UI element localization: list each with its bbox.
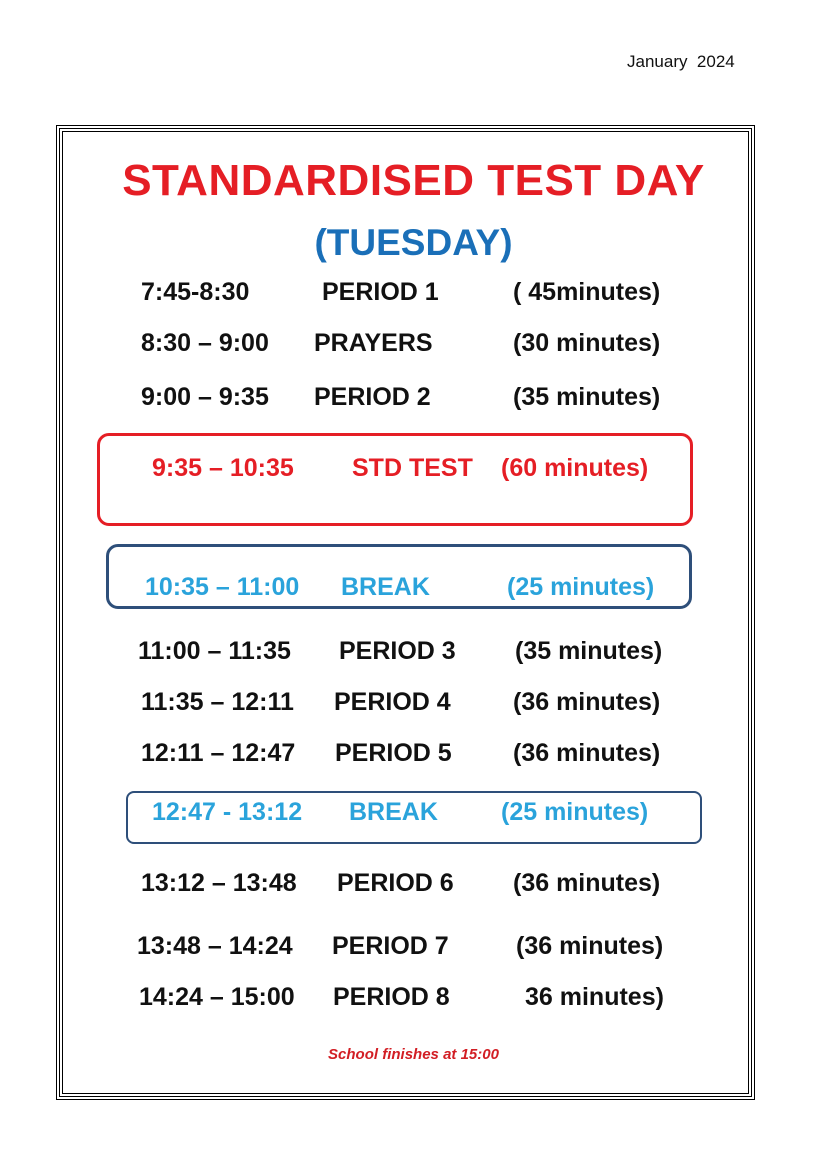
- schedule-duration: (30 minutes): [513, 329, 661, 357]
- schedule-label: PERIOD 5: [335, 739, 452, 767]
- break-time: 10:35 – 11:00: [145, 573, 300, 601]
- schedule-label: PERIOD 2: [314, 383, 431, 411]
- schedule-time: 14:24 – 15:00: [139, 983, 295, 1011]
- schedule-time: 12:11 – 12:47: [141, 739, 296, 767]
- schedule-label: PERIOD 6: [337, 869, 454, 897]
- schedule-label: PERIOD 8: [333, 983, 450, 1011]
- schedule-label: PERIOD 1: [322, 278, 439, 306]
- break-label: BREAK: [341, 573, 430, 601]
- schedule-duration: (35 minutes): [513, 383, 661, 411]
- break-label: BREAK: [349, 798, 438, 826]
- test-label: STD TEST: [352, 454, 473, 482]
- schedule-duration: (36 minutes): [516, 932, 664, 960]
- schedule-duration: (36 minutes): [513, 869, 661, 897]
- schedule-time: 11:35 – 12:11: [141, 688, 294, 716]
- schedule-time: 13:48 – 14:24: [137, 932, 293, 960]
- schedule-duration: 36 minutes): [525, 983, 664, 1011]
- test-duration: (60 minutes): [501, 454, 649, 482]
- schedule-duration: (36 minutes): [513, 688, 661, 716]
- schedule-time: 13:12 – 13:48: [141, 869, 297, 897]
- schedule-duration: (35 minutes): [515, 637, 663, 665]
- schedule-label: PERIOD 4: [334, 688, 451, 716]
- schedule-label: PERIOD 7: [332, 932, 449, 960]
- schedule-time: 8:30 – 9:00: [141, 329, 269, 357]
- footer-note: School finishes at 15:00: [328, 1046, 499, 1063]
- test-time: 9:35 – 10:35: [152, 454, 294, 482]
- schedule-label: PERIOD 3: [339, 637, 456, 665]
- schedule-duration: ( 45minutes): [513, 278, 661, 306]
- schedule-time: 7:45-8:30: [141, 278, 250, 306]
- page-subtitle: (TUESDAY): [314, 222, 513, 263]
- break-time: 12:47 - 13:12: [152, 798, 303, 826]
- break-duration: (25 minutes): [501, 798, 649, 826]
- schedule-time: 11:00 – 11:35: [138, 637, 291, 665]
- document-date: January 2024: [627, 52, 735, 71]
- break-duration: (25 minutes): [507, 573, 655, 601]
- page-title: STANDARDISED TEST DAY: [122, 156, 705, 205]
- schedule-duration: (36 minutes): [513, 739, 661, 767]
- schedule-label: PRAYERS: [314, 329, 433, 357]
- schedule-time: 9:00 – 9:35: [141, 383, 269, 411]
